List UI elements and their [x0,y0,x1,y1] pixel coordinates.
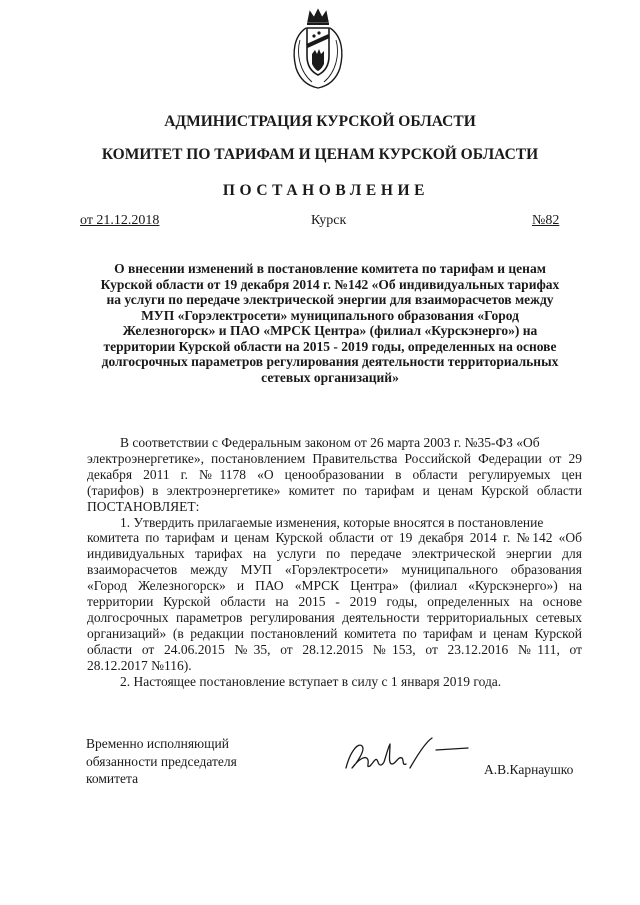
handwritten-signature [340,734,472,778]
body-line: «Город Железногорск» и ПАО «МРСК Центра» (филиал «Курскэнерго») на [87,578,582,594]
body-line: взаиморасчетов между МУП «Горэлектросети» муниципального образования [87,562,582,578]
body-line: территории Курской области на 2015 - 2019 годы, определенных на основе [87,594,582,610]
document-date: от 21.12.2018 [80,213,160,228]
body-line: области от 24.06.2015 №35, от 28.12.2015 №153, от 23.12.2016 №111, от [87,641,582,657]
document-body [87,435,582,690]
body-line: организаций» (в редакции постановлений комитета по тарифам и ценам Курской [87,625,582,641]
position-line: Временно исполняющий [86,736,229,751]
subject-line: Железногорск» и ПАО «МРСК Центра» (филиал «Курскэнерго») на [122,323,538,338]
body-line: декабря 2011 г. №1178 «О ценообразовании в области регулируемых цен [87,466,582,482]
document-type-title: ПОСТАНОВЛЕНИЕ [222,182,430,199]
subject-line: долгосрочных параметров регулирования деятельности территориальных [101,354,559,369]
body-line: комитета по тарифам и ценам Курской области от 19 декабря 2014 г. №142 «Об [87,530,582,546]
subject-line: О внесении изменений в постановление комитета по тарифам и ценам [114,261,546,276]
signatory-position [86,735,237,788]
document-city: Курск [311,213,347,228]
body-line: индивидуальных тарифах на услуги по передаче электрической энергии для [87,546,582,562]
body-line: 28.12.2017 №116). [87,657,192,673]
body-line: долгосрочных параметров регулирования деятельности территориальных сетевых [87,609,582,625]
position-line: комитета [86,771,139,786]
subject-line: территории Курской области на 2015 - 2019 годы, определенных на основе [103,338,557,354]
body-line: В соответствии с Федеральным законом от 26 марта 2003 г. №35-ФЗ «Об [120,435,540,450]
subject-line: сетевых организаций» [261,369,399,385]
body-line: 2. Настоящее постановление вступает в силу с 1 января 2019 года. [120,673,502,689]
organization-name: АДМИНИСТРАЦИЯ КУРСКОЙ ОБЛАСТИ [164,113,476,130]
committee-name: КОМИТЕТ ПО ТАРИФАМ И ЦЕНАМ КУРСКОЙ ОБЛАСТИ [101,146,539,163]
body-line: 1. Утвердить прилагаемые изменения, которые вносятся в постановление [120,514,544,530]
position-line: обязанности председателя [86,753,237,769]
coat-of-arms-icon [286,6,350,90]
subject-line: на услуги по передаче электрической энергии для взаиморасчетов между [106,292,554,307]
body-line: (тарифов) в электроэнергетике» комитет по тарифам и ценам Курской области [87,482,582,498]
subject-line: МУП «Горэлектросети» муниципального образования «Город [141,307,519,323]
document-subject [80,261,580,385]
body-line: ПОСТАНОВЛЯЕТ: [87,498,200,514]
subject-line: Курской области от 19 декабря 2014 г. №142 «Об индивидуальных тарифах [100,276,560,292]
signatory-name: А.В.Карнаушко [484,762,574,777]
document-number: №82 [532,213,560,228]
body-line: электроэнергетике», постановлением Правительства Российской Федерации от 29 [87,450,582,466]
